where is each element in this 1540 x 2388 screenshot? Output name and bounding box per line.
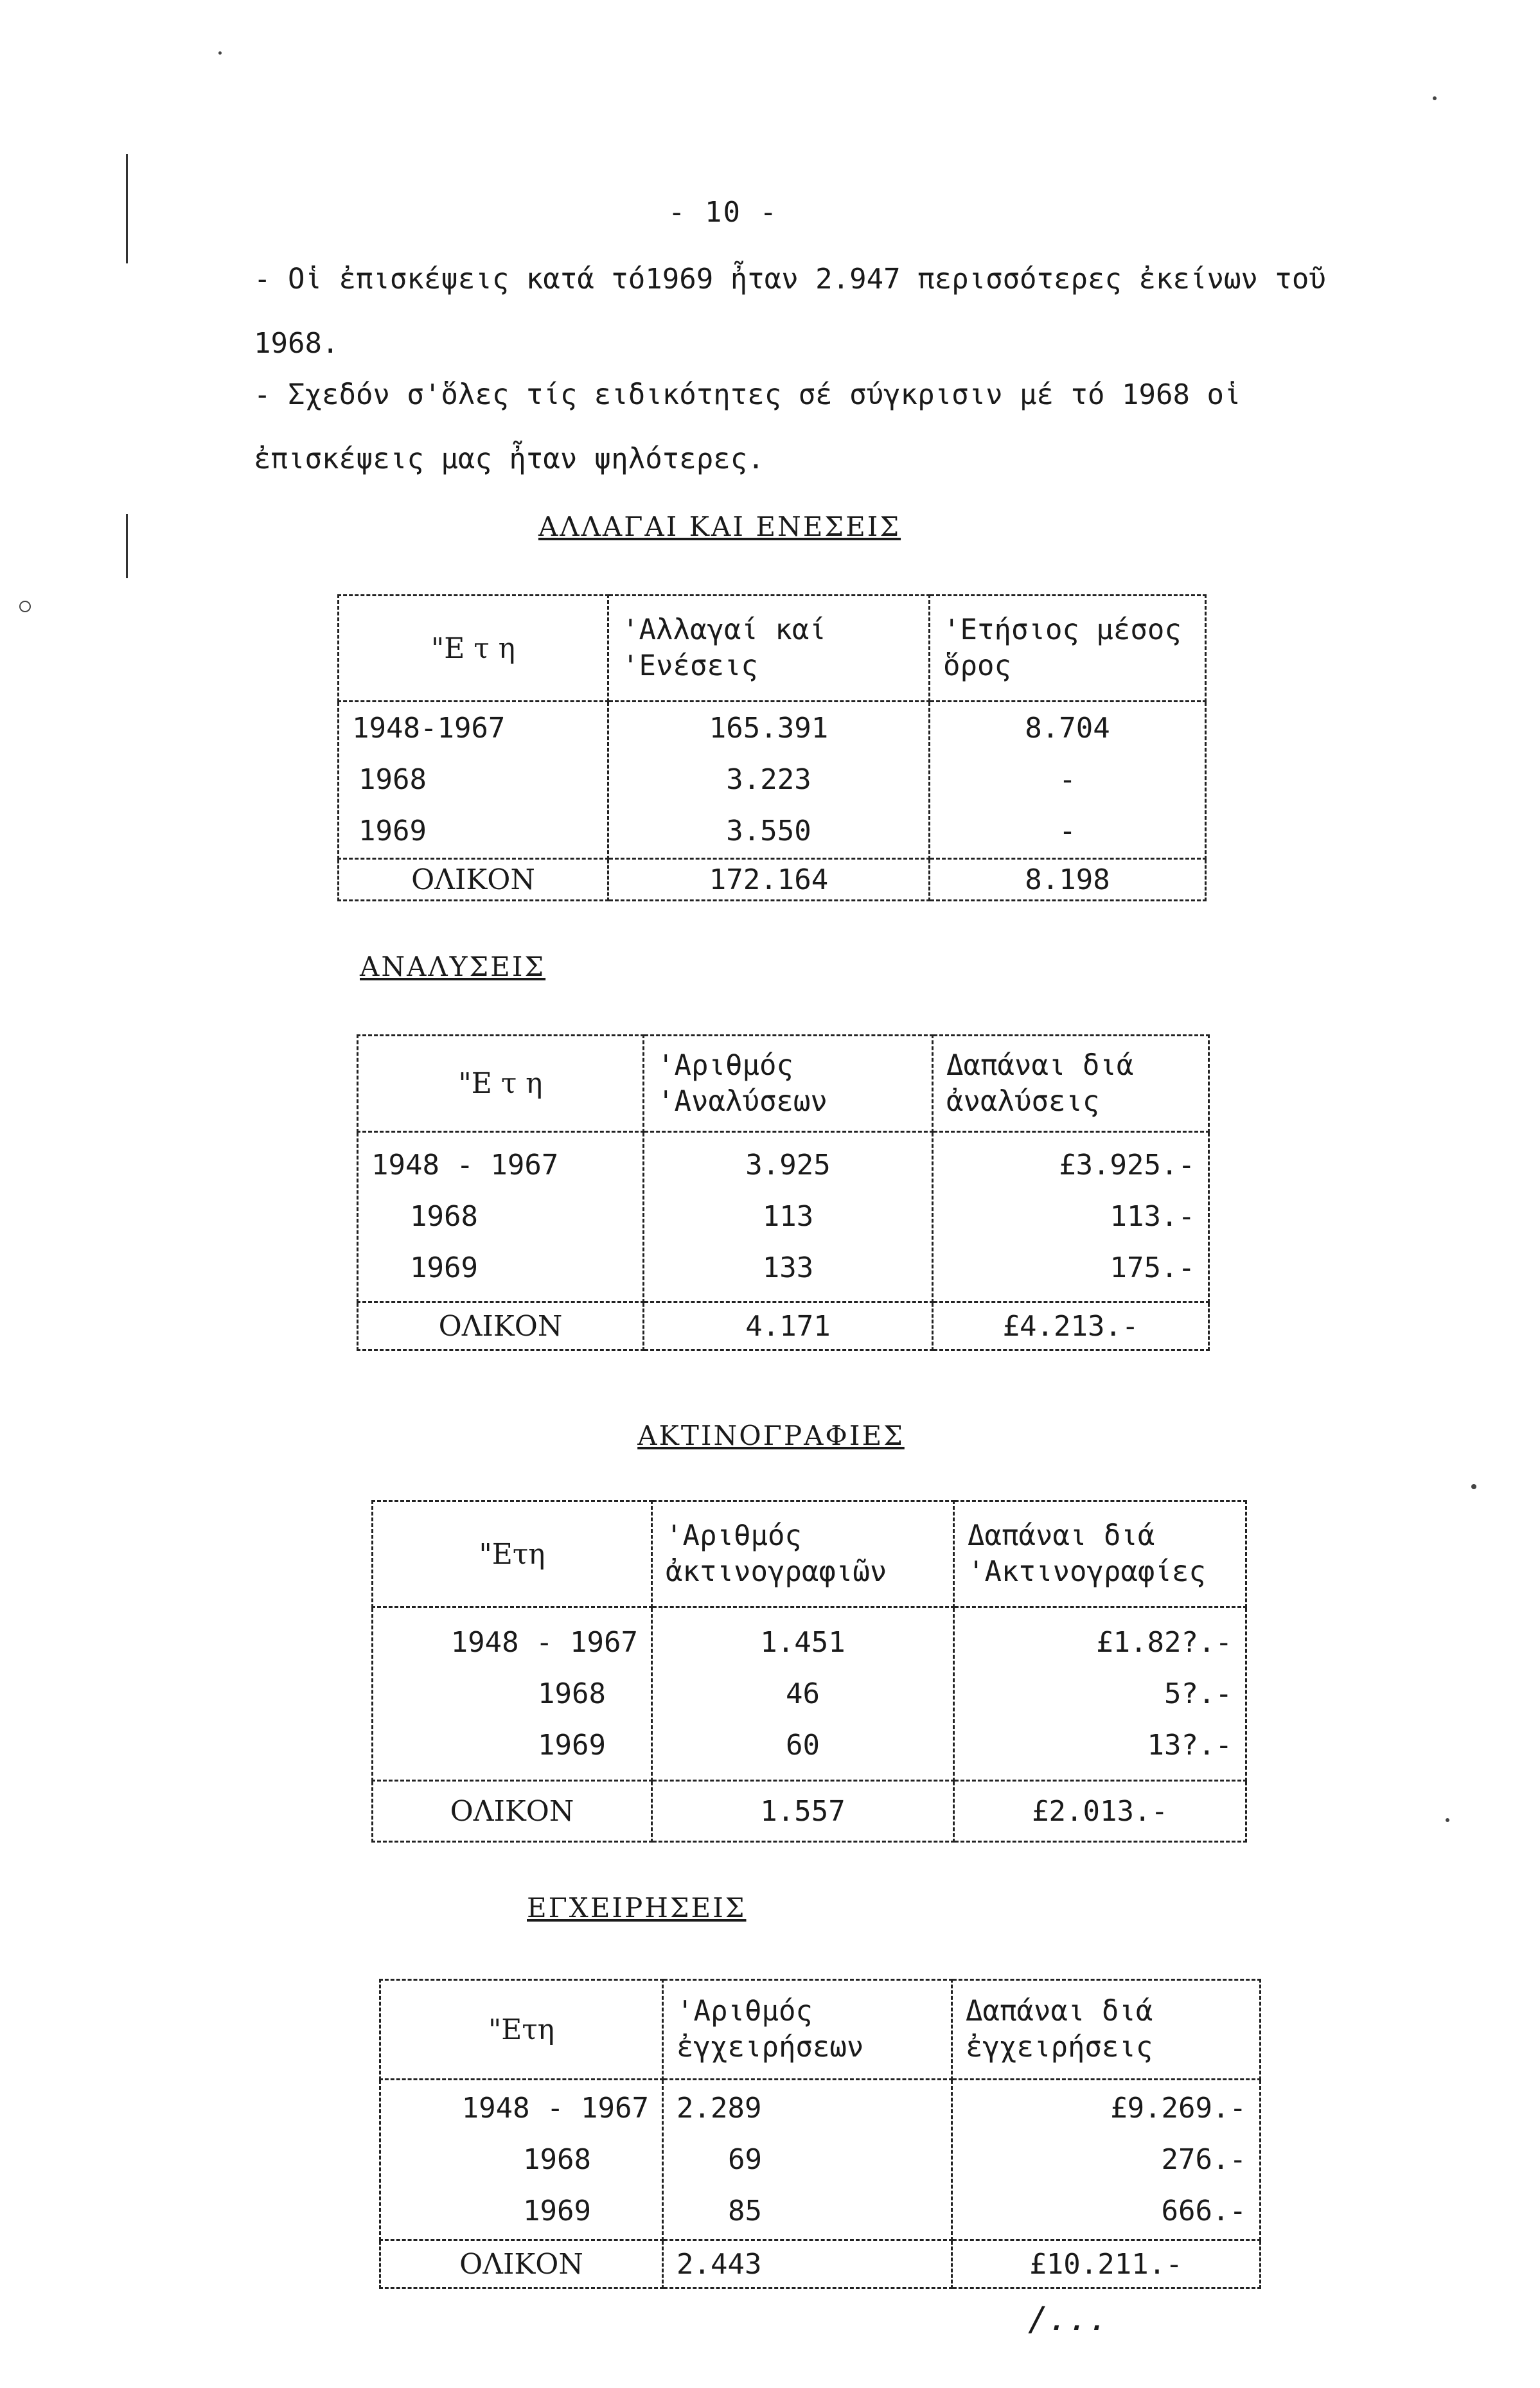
- year-cell: 1948 - 1967 1968 1969: [380, 2080, 663, 2240]
- page-number: - 10 -: [668, 196, 778, 229]
- column-header: 'Ετήσιος μέσος ὅρος: [930, 596, 1206, 702]
- value-cell: 2.289 69 85: [663, 2080, 952, 2240]
- total-label: ΟΛΙΚΟΝ: [339, 859, 608, 901]
- data-table: [357, 1034, 1210, 1351]
- column-header: "Ε τ η: [339, 596, 608, 702]
- column-header: 'Αλλαγαί καί 'Ενέσεις: [608, 596, 930, 702]
- total-label: ΟΛΙΚΟΝ: [373, 1781, 652, 1842]
- data-table: [371, 1500, 1247, 1843]
- section-title: ΑΚΤΙΝΟΓΡΑΦΙΕΣ: [637, 1420, 905, 1451]
- value-cell: £9.269.- 276.- 666.-: [952, 2080, 1261, 2240]
- data-table: [337, 594, 1207, 901]
- paragraph: - Σχεδόν σ'ὅλες τίς ειδικότητες σέ σύγκρισιν μέ τό 1968 οἱ ἐπισκέψεις μας ἦταν ψηλότερες.: [254, 378, 1241, 475]
- total-value: 8.198: [930, 859, 1206, 901]
- column-header: "Ετη: [373, 1501, 652, 1607]
- column-header: 'Αριθμός ἀκτινογραφιῶν: [652, 1501, 954, 1607]
- column-header: 'Αριθμός ἐγχειρήσεων: [663, 1980, 952, 2080]
- year-cell: 1948 - 1967 1968 1969: [373, 1607, 652, 1781]
- value-cell: 3.925 113 133: [644, 1132, 933, 1302]
- total-value: 4.171: [644, 1302, 933, 1350]
- column-header: Δαπάναι διά 'Ακτινογραφίες: [954, 1501, 1246, 1607]
- total-value: 2.443: [663, 2240, 952, 2288]
- total-value: £4.213.-: [933, 1302, 1209, 1350]
- total-value: 172.164: [608, 859, 930, 901]
- year-cell: 1948-1967 1968 1969: [339, 702, 608, 859]
- data-table: [379, 1979, 1261, 2289]
- scan-speck: [1446, 1818, 1449, 1822]
- margin-line: [126, 514, 128, 578]
- total-value: £2.013.-: [954, 1781, 1246, 1842]
- section-title: ΕΓΧΕΙΡΗΣΕΙΣ: [527, 1892, 747, 1924]
- column-header: "Ετη: [380, 1980, 663, 2080]
- value-cell: 165.391 3.223 3.550: [608, 702, 930, 859]
- continuation-mark: /...: [1028, 2300, 1109, 2339]
- margin-line: [126, 154, 128, 263]
- paragraph: - Οἱ ἐπισκέψεις κατά τό1969 ἦταν 2.947 περισσότερες ἐκείνων τοῦ 1968.: [254, 263, 1326, 360]
- scan-speck: [1471, 1484, 1476, 1489]
- value-cell: £1.82?.- 5?.- 13?.-: [954, 1607, 1246, 1781]
- scan-speck: [1433, 96, 1437, 100]
- scan-speck: [19, 601, 31, 612]
- total-label: ΟΛΙΚΟΝ: [358, 1302, 644, 1350]
- section-title: ΑΛΛΑΓΑΙ ΚΑΙ ΕΝΕΣΕΙΣ: [538, 511, 901, 542]
- year-cell: 1948 - 1967 1968 1969: [358, 1132, 644, 1302]
- scan-speck: [218, 51, 222, 55]
- column-header: "Ε τ η: [358, 1036, 644, 1132]
- column-header: 'Αριθμός 'Αναλύσεων: [644, 1036, 933, 1132]
- total-value: 1.557: [652, 1781, 954, 1842]
- value-cell: 8.704 - -: [930, 702, 1206, 859]
- column-header: Δαπάναι διά ἀναλύσεις: [933, 1036, 1209, 1132]
- value-cell: 1.451 46 60: [652, 1607, 954, 1781]
- column-header: Δαπάναι διά ἐγχειρήσεις: [952, 1980, 1261, 2080]
- total-value: £10.211.-: [952, 2240, 1261, 2288]
- value-cell: £3.925.- 113.- 175.-: [933, 1132, 1209, 1302]
- section-title: ΑΝΑΛΥΣΕΙΣ: [360, 951, 546, 982]
- total-label: ΟΛΙΚΟΝ: [380, 2240, 663, 2288]
